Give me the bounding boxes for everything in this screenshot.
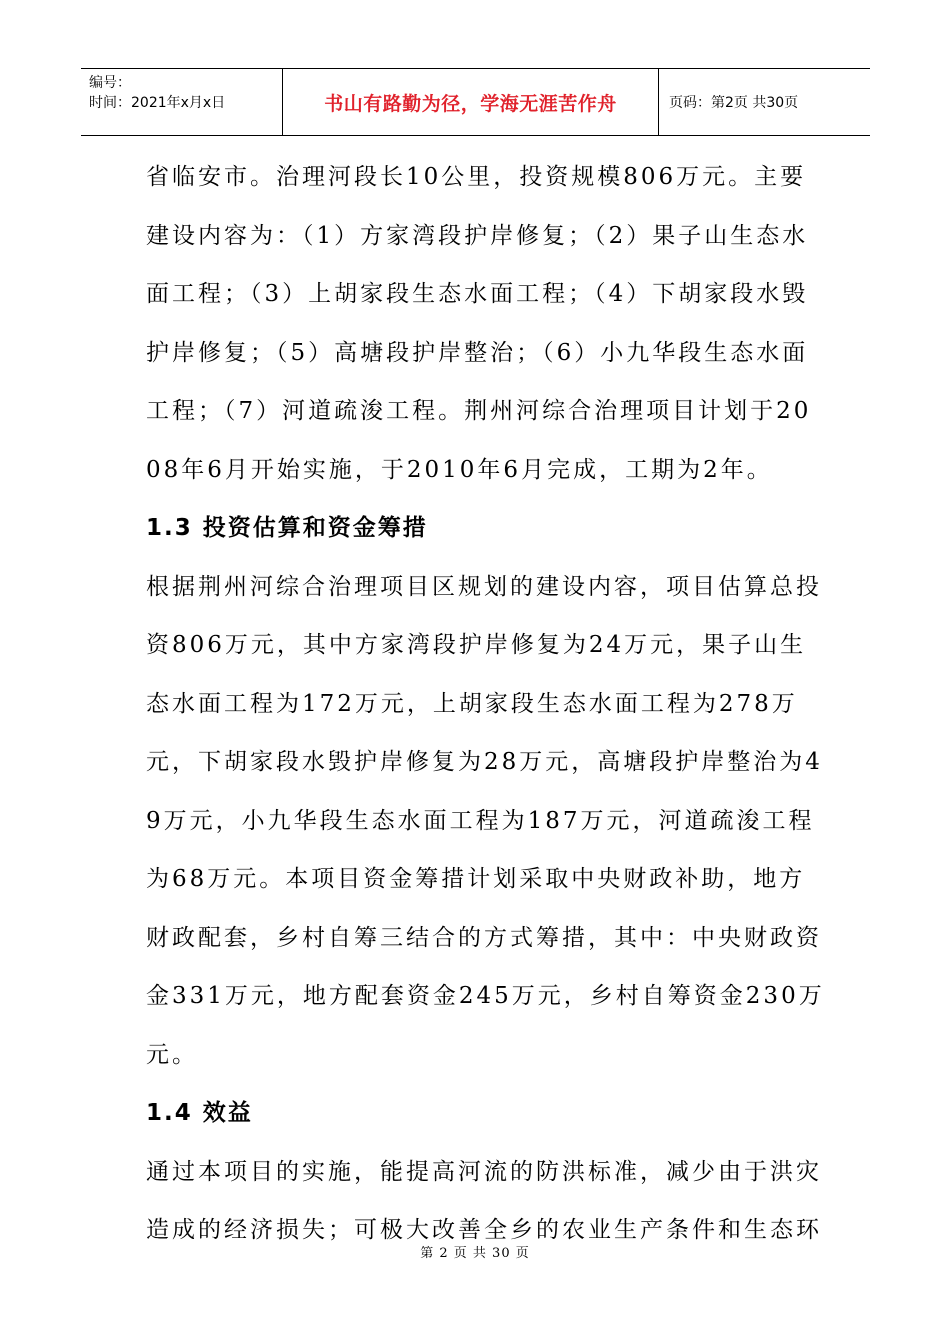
section-heading-investment: 1.3 投资估算和资金筹措 [146,515,428,541]
paragraph-project-scope: 省临安市。治理河段长10公里，投资规模806万元。主要建设内容为：（1）方家湾段护岸修复；（2）果子山生态水面工程；（3）上胡家段生态水面工程；（4）下胡家段水毁护岸修复；（5）高塘段护岸整治；（6）小九华段生态水面工程；（7）河道疏浚工程。荆州河综合治理项目计划于2008年6月开始实施，于2010年6月完成，工期为2年。 [146,164,812,483]
document-date-label: 时间：2021年x月x日 [89,95,226,111]
paragraph-benefits: 通过本项目的实施，能提高河流的防洪标准，减少由于洪灾造成的经济损失；可极大改善全乡的农业生产条件和生态环 [146,1158,822,1243]
document-body [146,148,826,1260]
header-meta [81,69,283,135]
page-header [81,68,870,136]
document-number-label: 编号： [89,75,131,91]
header-motto: 书山有路勤为径，学海无涯苦作舟 [283,69,659,135]
header-page-info: 页码：第2页 共30页 [669,95,799,111]
paragraph-investment: 根据荆州河综合治理项目区规划的建设内容，项目估算总投资806万元，其中方家湾段护岸修复为24万元，果子山生态水面工程为172万元，上胡家段生态水面工程为278万元，下胡家段水毁护岸修复为28万元，高塘段护岸整治为49万元，小九华段生态水面工程为187万元，河道疏浚工程为68万元。本项目资金筹措计划采取中央财政补助，地方财政配套，乡村自筹三结合的方式筹措，其中：中央财政资金331万元，地方配套资金245万元，乡村自筹资金230万元。 [146,573,825,1068]
section-heading-benefits: 1.4 效益 [146,1100,253,1126]
page-footer: 第 2 页 共 30 页 [420,1246,530,1261]
